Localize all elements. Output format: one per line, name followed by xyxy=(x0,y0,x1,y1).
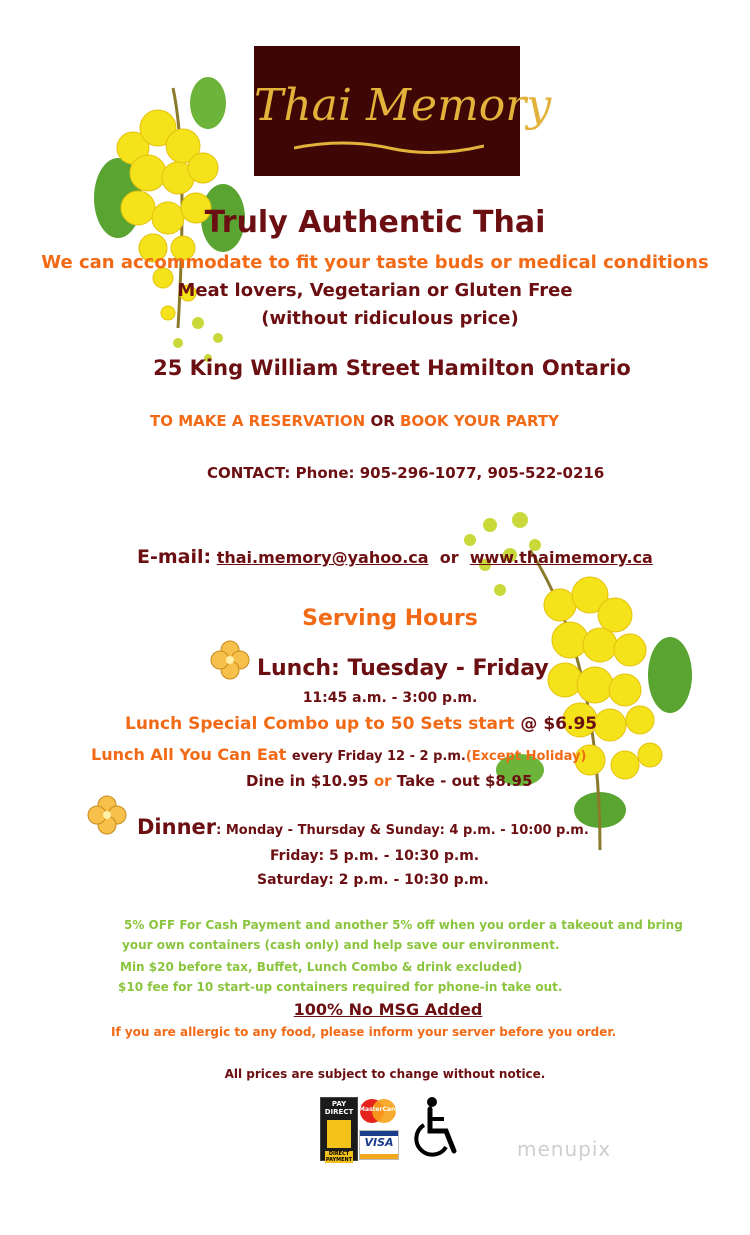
logo xyxy=(254,46,552,176)
saturday-hours: Saturday: 2 p.m. - 10:30 p.m. xyxy=(257,872,489,888)
address: 25 King William Street Hamilton Ontario xyxy=(153,356,631,380)
intro-line-3: (without ridiculous price) xyxy=(261,308,519,329)
ayce-note: (Except Holiday) xyxy=(465,749,587,764)
lunch-title: Lunch: Tuesday - Friday xyxy=(257,656,549,681)
phone-label: Phone: xyxy=(295,464,355,482)
note-line-1: 5% OFF For Cash Payment and another 5% off when you order a takeout and bring xyxy=(124,918,683,932)
note-line-2: your own containers (cash only) and help save our environment. xyxy=(122,938,560,952)
take-out-price: Take - out $8.95 xyxy=(396,772,533,790)
ornament-icon xyxy=(294,138,484,158)
ayce-label: Lunch All You Can Eat xyxy=(91,745,287,764)
pay-direct-icon xyxy=(320,1097,358,1161)
lunch-special-price: @ $6.95 xyxy=(520,714,598,734)
logo-text: Thai Memory xyxy=(254,80,552,131)
bloom-icon xyxy=(87,795,127,835)
dine-in-price: Dine in $10.95 xyxy=(246,772,369,790)
email-line xyxy=(137,546,653,568)
allergy-note: If you are allergic to any food, please inform your server before you order. xyxy=(111,1025,617,1039)
visa-label: VISA xyxy=(364,1136,394,1149)
serving-hours-title: Serving Hours xyxy=(302,606,478,631)
website-link[interactable]: www.thaimemory.ca xyxy=(469,548,653,567)
phone-numbers: 905-296-1077, 905-522-0216 xyxy=(359,464,605,482)
price-note: All prices are subject to change without notice. xyxy=(224,1067,546,1081)
intro-line-2: Meat lovers, Vegetarian or Gluten Free xyxy=(177,280,573,301)
ayce-line xyxy=(91,745,586,764)
email-or: or xyxy=(439,548,459,567)
lunch-special: Lunch Special Combo up to 50 Sets start xyxy=(125,714,515,734)
visa-icon xyxy=(359,1130,399,1160)
party-text: BOOK YOUR PARTY xyxy=(400,412,560,430)
watermark: menupix xyxy=(517,1137,612,1161)
dinner-hours: : Monday - Thursday & Sunday: 4 p.m. - 10:00 p.m. xyxy=(216,823,589,838)
intro-line-1: We can accommodate to fit your taste buds or medical conditions xyxy=(41,252,709,273)
mastercard-label: MasterCard xyxy=(359,1106,399,1113)
wheelchair-icon xyxy=(412,1095,464,1163)
msg-note: 100% No MSG Added xyxy=(293,1000,483,1019)
page-title: Truly Authentic Thai xyxy=(204,205,546,240)
reservation-line xyxy=(150,412,559,430)
email-label: E-mail: xyxy=(137,546,212,568)
lunch-time: 11:45 a.m. - 3:00 p.m. xyxy=(302,690,478,706)
mastercard-icon xyxy=(359,1097,397,1125)
contact-label: CONTACT: xyxy=(207,464,291,482)
reservation-or: OR xyxy=(370,412,395,430)
pay-direct-label: PAY DIRECT xyxy=(324,1100,354,1116)
note-line-4: $10 fee for 10 start-up containers required for phone-in take out. xyxy=(118,980,563,994)
friday-hours: Friday: 5 p.m. - 10:30 p.m. xyxy=(270,848,480,864)
note-line-3: Min $20 before tax, Buffet, Lunch Combo & drink excluded) xyxy=(120,960,523,974)
contact-line xyxy=(207,464,604,482)
dinner-label: Dinner xyxy=(137,815,217,839)
dinner-line xyxy=(137,815,589,839)
bloom-icon xyxy=(210,640,250,680)
ayce-time: every Friday 12 - 2 p.m. xyxy=(291,749,466,764)
lunch-special-line xyxy=(125,714,597,734)
dine-take-line xyxy=(246,772,532,790)
dine-take-or: or xyxy=(373,772,392,790)
reservation-text: TO MAKE A RESERVATION xyxy=(150,412,366,430)
direct-payment-label: DIRECT PAYMENT xyxy=(325,1151,353,1163)
email-link[interactable]: thai.memory@yahoo.ca xyxy=(216,548,429,567)
